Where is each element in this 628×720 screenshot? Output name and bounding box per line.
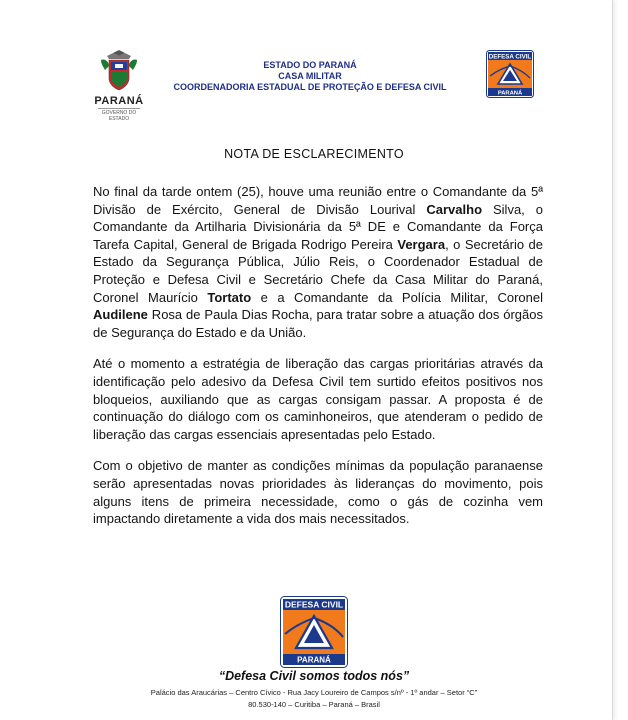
agency-name: CASA MILITAR bbox=[278, 71, 342, 81]
bold-name-audilene: Audilene bbox=[93, 307, 148, 323]
bold-name-vergara: Vergara bbox=[397, 236, 446, 252]
dc-logo-top-text: DEFESA CIVIL bbox=[488, 53, 532, 61]
paragraph-2: Até o momento a estratégia de liberação das cargas prioritárias através da identificação pelo adesivo da Defesa Civil tem surtido efeitos positivos nos bloqueios, auxiliando que as cargas consigam passar. A proposta é de continuação do diálogo com os caminhoneiros, que atenderam o pedido de liberação das cargas essenciais apresentadas pelo Estado. bbox=[93, 356, 543, 442]
bold-name-tortato: Tortato bbox=[207, 289, 252, 305]
parana-coat-of-arms-logo bbox=[92, 50, 146, 122]
footer-defesa-civil-logo bbox=[280, 596, 348, 668]
document-body bbox=[93, 183, 543, 542]
address-line-1: Palácio das Araucárias – Centro Cívico - Rua Jacy Loureiro de Campos s/nº - 1º andar – Setor “C” bbox=[150, 688, 478, 697]
footer-logo-top-text: DEFESA CIVIL bbox=[284, 599, 344, 610]
coat-of-arms-icon bbox=[99, 50, 139, 92]
department-name: COORDENADORIA ESTADUAL DE PROTEÇÃO E DEFESA CIVIL bbox=[173, 82, 447, 92]
document-title: NOTA DE ESCLARECIMENTO bbox=[224, 147, 404, 161]
letterhead-text bbox=[150, 60, 470, 93]
footer-logo-bottom-text: PARANÁ bbox=[297, 655, 331, 665]
state-name: ESTADO DO PARANÁ bbox=[263, 60, 357, 70]
governo-subtitle: GOVERNO DO ESTADO bbox=[98, 108, 140, 122]
dc-logo-bottom-text: PARANÁ bbox=[497, 90, 523, 97]
address bbox=[0, 687, 628, 710]
defesa-civil-logo bbox=[486, 50, 534, 98]
slogan: “Defesa Civil somos todos nós” bbox=[218, 669, 410, 683]
parana-wordmark: PARANÁ bbox=[94, 95, 144, 107]
paragraph-1: No final da tarde ontem (25), houve uma reunião entre o Comandante da 5ª Divisão de Exército, General de Divisão Lourival Carvalho Silva, o Comandante da Artilharia Divisionária da 5ª DE e Comandante da Força Tarefa Capital, General de Brigada Rodrigo Pereira Vergara, o Secretário de Estado da Segurança Pública, Júlio Reis, o Coordenador Estadual de Proteção e Defesa Civil e Secretário Chefe da Casa Militar do Paraná, Coronel Maurício Tortato e a Comandante da Polícia Militar, Coronel Audilene Rosa de Paula Dias Rocha, para tratar sobre a atuação dos órgãos de Segurança do Estado e da União. bbox=[93, 184, 543, 340]
letterhead bbox=[0, 48, 628, 122]
bold-name-carvalho: Carvalho bbox=[426, 201, 483, 217]
address-line-2: 80.530-140 – Curitiba – Paraná – Brasil bbox=[248, 699, 380, 709]
paragraph-3: Com o objetivo de manter as condições mínimas da população paranaense serão apresentadas novas prioridades às lideranças do movimento, pois alguns itens de primeira necessidade, como o gás de cozinha vem impactando diretamente a vida dos mais necessitados. bbox=[93, 458, 543, 527]
